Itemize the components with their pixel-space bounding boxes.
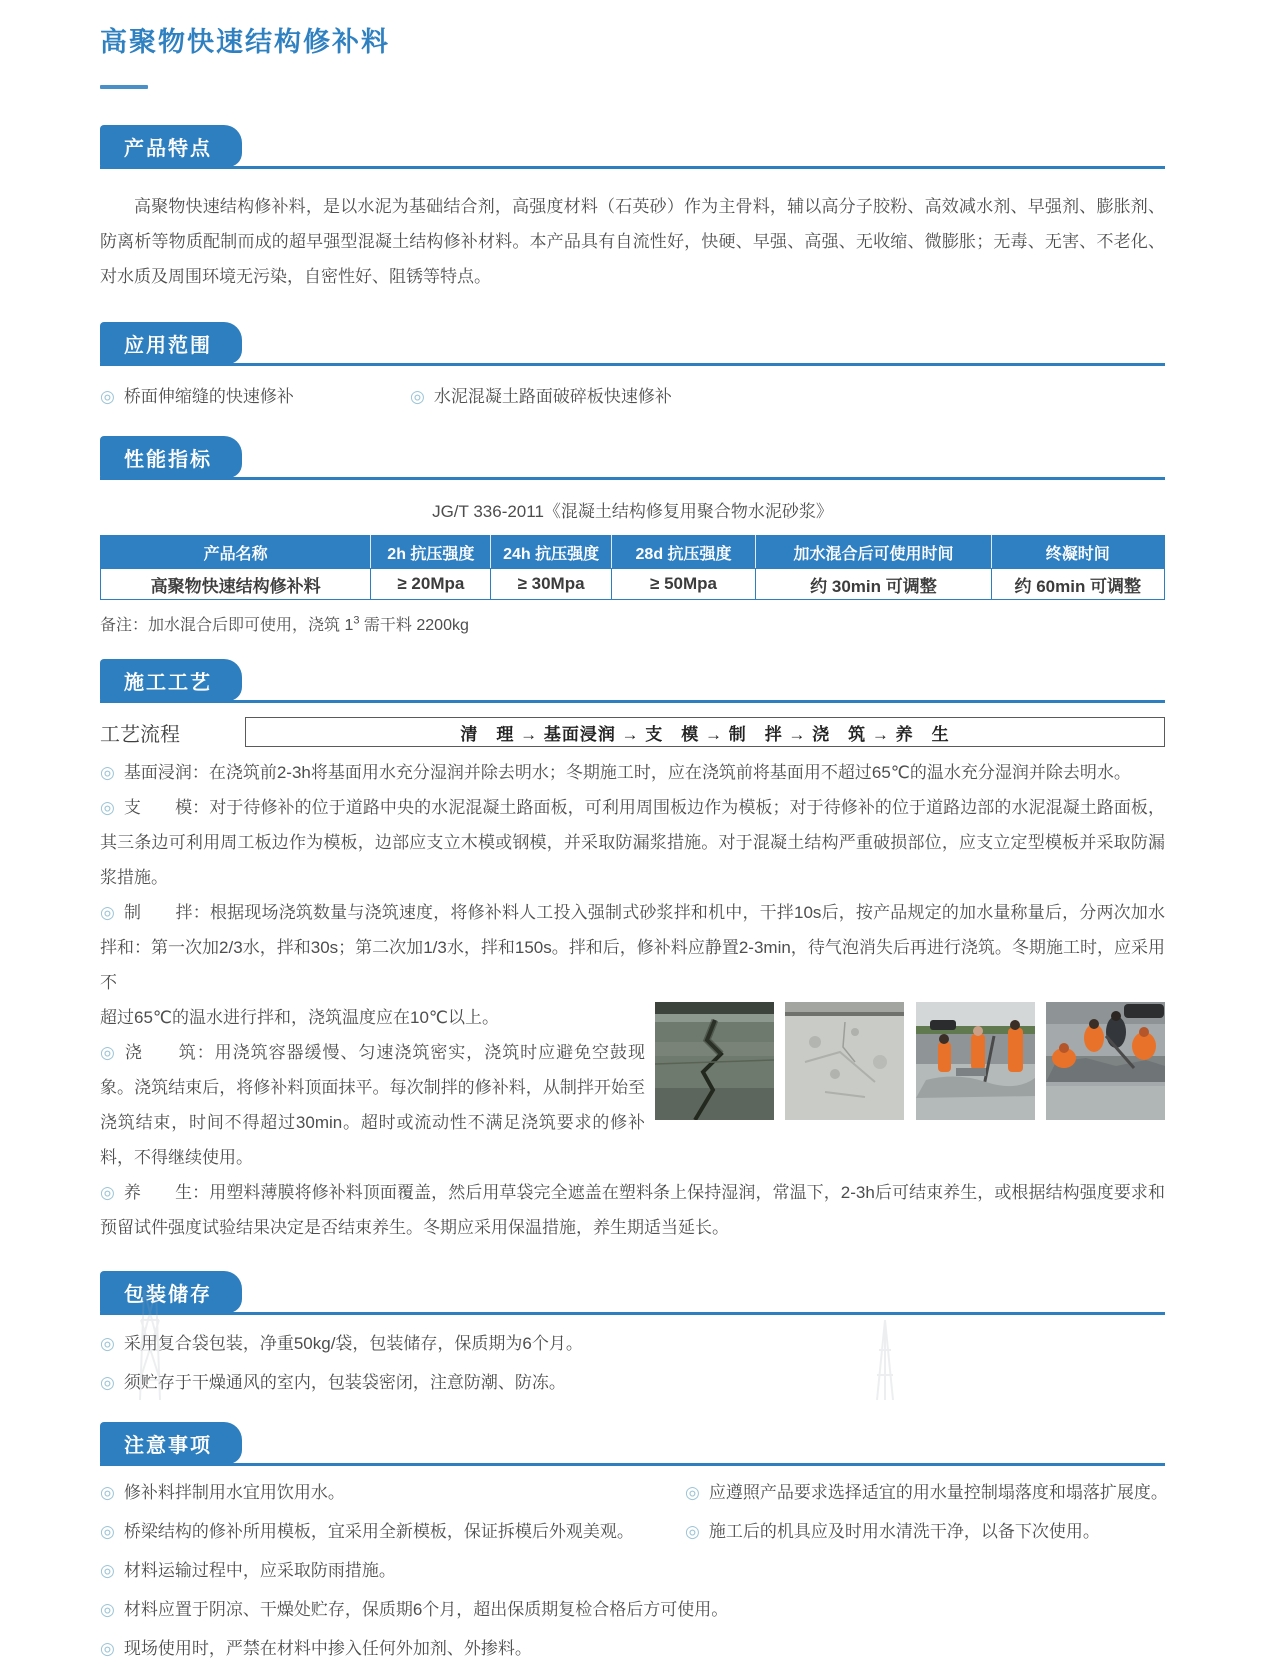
cell-final-set-time: 约 60min 可调整: [991, 569, 1164, 600]
precaution-row: [100, 1595, 1165, 1625]
precaution-label: 材料运输过程中，应采取防雨措施。: [123, 1561, 396, 1580]
ring-bullet-icon: ◎: [100, 387, 115, 406]
packaging-items: [100, 1329, 1165, 1398]
process-flow-label: 工艺流程: [100, 723, 180, 746]
step-mixing: [100, 895, 1165, 1000]
ring-bullet-icon: ◎: [100, 1522, 115, 1541]
cell-usable-time: 约 30min 可调整: [756, 569, 991, 600]
packaging-item-label: 须贮存于干燥通风的室内，包装袋密闭，注意防潮、防冻。: [123, 1373, 566, 1392]
section-performance: [100, 436, 1165, 635]
section-application-tab: 应用范围: [100, 322, 242, 364]
cell-2h-strength: ≥ 20Mpa: [371, 569, 491, 600]
section-performance-header: [100, 436, 1165, 480]
ring-bullet-icon: ◎: [100, 1483, 115, 1502]
photo-road-repair-workers: [916, 1002, 1035, 1120]
photo-patch-pouring-workers: [1046, 1002, 1165, 1120]
step-curing: [100, 1175, 1165, 1245]
ring-bullet-icon: ◎: [100, 1639, 115, 1658]
ring-bullet-icon: ◎: [410, 387, 425, 406]
list-item: [100, 1329, 1165, 1359]
application-item-label: 水泥混凝土路面破碎板快速修补: [433, 387, 672, 406]
precaution-row: [100, 1517, 1165, 1547]
precaution-label: 现场使用时，严禁在材料中掺入任何外加剂、外掺料。: [123, 1639, 532, 1658]
application-items: [100, 382, 1165, 412]
section-features: [100, 125, 1165, 294]
list-item: [100, 1634, 532, 1664]
section-features-tab: 产品特点: [100, 125, 242, 167]
construction-photo-strip: [645, 1002, 1165, 1175]
precaution-label: 桥梁结构的修补所用模板，宜采用全新模板，保证拆模后外观美观。: [123, 1522, 634, 1541]
ring-bullet-icon: ◎: [100, 1561, 115, 1580]
table-row: [101, 569, 1165, 600]
section-application: [100, 322, 1165, 412]
note-superscript: 3: [353, 614, 360, 627]
ring-bullet-icon: ◎: [685, 1522, 700, 1541]
table-header-row: [101, 536, 1165, 569]
process-flow-box: 清 理 → 基面浸润 → 支 模 → 制 拌 → 浇 筑 → 养 生: [245, 717, 1165, 747]
ring-bullet-icon: ◎: [100, 763, 115, 782]
step-text: 支 模：对于待修补的位于道路中央的水泥混凝土路面板，可利用周围板边作为模板；对于待修补的位于道路边部的水泥混凝土路面板，其三条边可利用周工板边作为模板，边部应支立木模或钢模，并采取防漏浆措施。对于混凝土结构严重破损部位，应支立定型模板并采取防漏浆措施。: [100, 798, 1165, 887]
ring-bullet-icon: ◎: [685, 1483, 700, 1502]
title-underline: [100, 85, 148, 89]
section-construction-header: [100, 659, 1165, 703]
column-header: 2h 抗压强度: [371, 536, 491, 569]
left-text-column: [100, 1000, 645, 1175]
note-suffix: 需干料 2200kg: [359, 617, 469, 634]
step-pouring: [100, 1035, 645, 1175]
column-header: 产品名称: [101, 536, 371, 569]
step-text: 基面浸润：在浇筑前2-3h将基面用水充分湿润并除去明水；冬期施工时，应在浇筑前将基面用不超过65℃的温水充分湿润并除去明水。: [123, 763, 1131, 782]
step-formwork: [100, 790, 1165, 895]
column-header: 24h 抗压强度: [491, 536, 611, 569]
note-prefix: 备注：加水混合后即可使用，浇筑 1: [100, 617, 354, 634]
step-text: 养 生：用塑料薄膜将修补料顶面覆盖，然后用草袋完全遮盖在塑料条上保持湿润，常温下，2-3h后可结束养生，或根据结构强度要求和预留试件强度试验结果决定是否结束养生。冬期应采用保温措施，养生期适当延长。: [100, 1183, 1165, 1237]
photo-damaged-slab: [785, 1002, 904, 1120]
list-item: [100, 1556, 396, 1586]
column-header: 终凝时间: [991, 536, 1164, 569]
section-precautions: [100, 1422, 1168, 1664]
precaution-label: 修补料拌制用水宜用饮用水。: [123, 1483, 345, 1502]
page-title: 高聚物快速结构修补料: [100, 27, 390, 57]
section-construction-tab: 施工工艺: [100, 659, 242, 701]
section-construction: [100, 659, 1165, 1245]
section-precautions-header: [100, 1422, 1165, 1466]
section-application-header: [100, 322, 1165, 366]
precaution-row: [100, 1478, 1168, 1508]
ring-bullet-icon: ◎: [100, 1373, 115, 1392]
list-item: [100, 382, 410, 412]
performance-table: [100, 535, 1165, 600]
standard-reference: JG/T 336-2011《混凝土结构修复用聚合物水泥砂浆》: [432, 502, 833, 521]
precaution-label: 材料应置于阴凉、干燥处贮存，保质期6个月，超出保质期复检合格后方可使用。: [123, 1600, 729, 1619]
cell-product-name: 高聚物快速结构修补料: [101, 569, 371, 600]
ring-bullet-icon: ◎: [100, 1334, 115, 1353]
ring-bullet-icon: ◎: [100, 1043, 116, 1062]
table-note: [100, 612, 1165, 635]
process-flow: [100, 717, 1165, 747]
packaging-item-label: 采用复合袋包装，净重50kg/袋，包装储存，保质期为6个月。: [123, 1334, 583, 1353]
step-mixing-continued: 超过65℃的温水进行拌和，浇筑温度应在10℃以上。: [100, 1008, 500, 1027]
ring-bullet-icon: ◎: [100, 798, 115, 817]
features-body: 高聚物快速结构修补料，是以水泥为基础结合剂，高强度材料（石英砂）作为主骨料，辅以高分子胶粉、高效减水剂、早强剂、膨胀剂、防离析等物质配制而成的超早强型混凝土结构修补材料。本产品具有自流性好，快硬、早强、高强、无收缩、微膨胀；无毒、无害、不老化、对水质及周围环境无污染，自密性好、阻锈等特点。: [100, 197, 1165, 286]
application-item-label: 桥面伸缩缝的快速修补: [123, 387, 294, 406]
list-item: [100, 1517, 685, 1547]
cell-28d-strength: ≥ 50Mpa: [611, 569, 756, 600]
precaution-label: 施工后的机具应及时用水清洗干净，以备下次使用。: [708, 1522, 1100, 1541]
section-performance-tab: 性能指标: [100, 436, 242, 478]
construction-steps: [100, 755, 1165, 1245]
precaution-row: [100, 1556, 1165, 1586]
section-precautions-tab: 注意事项: [100, 1422, 242, 1464]
precaution-items: [100, 1478, 1168, 1664]
list-item: [100, 1368, 1165, 1398]
ring-bullet-icon: ◎: [100, 1600, 115, 1619]
photo-cracked-pavement: [655, 1002, 774, 1120]
text-photo-columns: [100, 1000, 1165, 1175]
list-item: [100, 1595, 728, 1625]
list-item: [685, 1478, 1168, 1508]
list-item: [410, 382, 672, 412]
list-item: [685, 1517, 1100, 1547]
section-packaging-tab: 包装储存: [100, 1271, 242, 1313]
section-features-header: [100, 125, 1165, 169]
cell-24h-strength: ≥ 30Mpa: [491, 569, 611, 600]
column-header: 28d 抗压强度: [611, 536, 756, 569]
section-packaging: [100, 1271, 1165, 1398]
step-text: 制 拌：根据现场浇筑数量与浇筑速度，将修补料人工投入强制式砂浆拌和机中，干拌10s后，按产品规定的加水量称量后，分两次加水拌和：第一次加2/3水，拌和30s；第二次加1/3水，拌和150s。拌和后，修补料应静置2-3min，待气泡消失后再进行浇筑。冬期施工时，应采用不: [100, 903, 1165, 992]
section-packaging-header: [100, 1271, 1165, 1315]
step-wetting: [100, 755, 1165, 790]
column-header: 加水混合后可使用时间: [756, 536, 991, 569]
ring-bullet-icon: ◎: [100, 1183, 115, 1202]
ring-bullet-icon: ◎: [100, 903, 116, 922]
precaution-label: 应遵照产品要求选择适宜的用水量控制塌落度和塌落扩展度。: [708, 1483, 1168, 1502]
precaution-row: [100, 1634, 1165, 1664]
list-item: [100, 1478, 685, 1508]
step-text: 浇 筑：用浇筑容器缓慢、匀速浇筑密实，浇筑时应避免空鼓现象。浇筑结束后，将修补料顶面抹平。每次制拌的修补料，从制拌开始至浇筑结束，时间不得超过30min。超时或流动性不满足浇筑要求的修补料，不得继续使用。: [100, 1043, 645, 1167]
